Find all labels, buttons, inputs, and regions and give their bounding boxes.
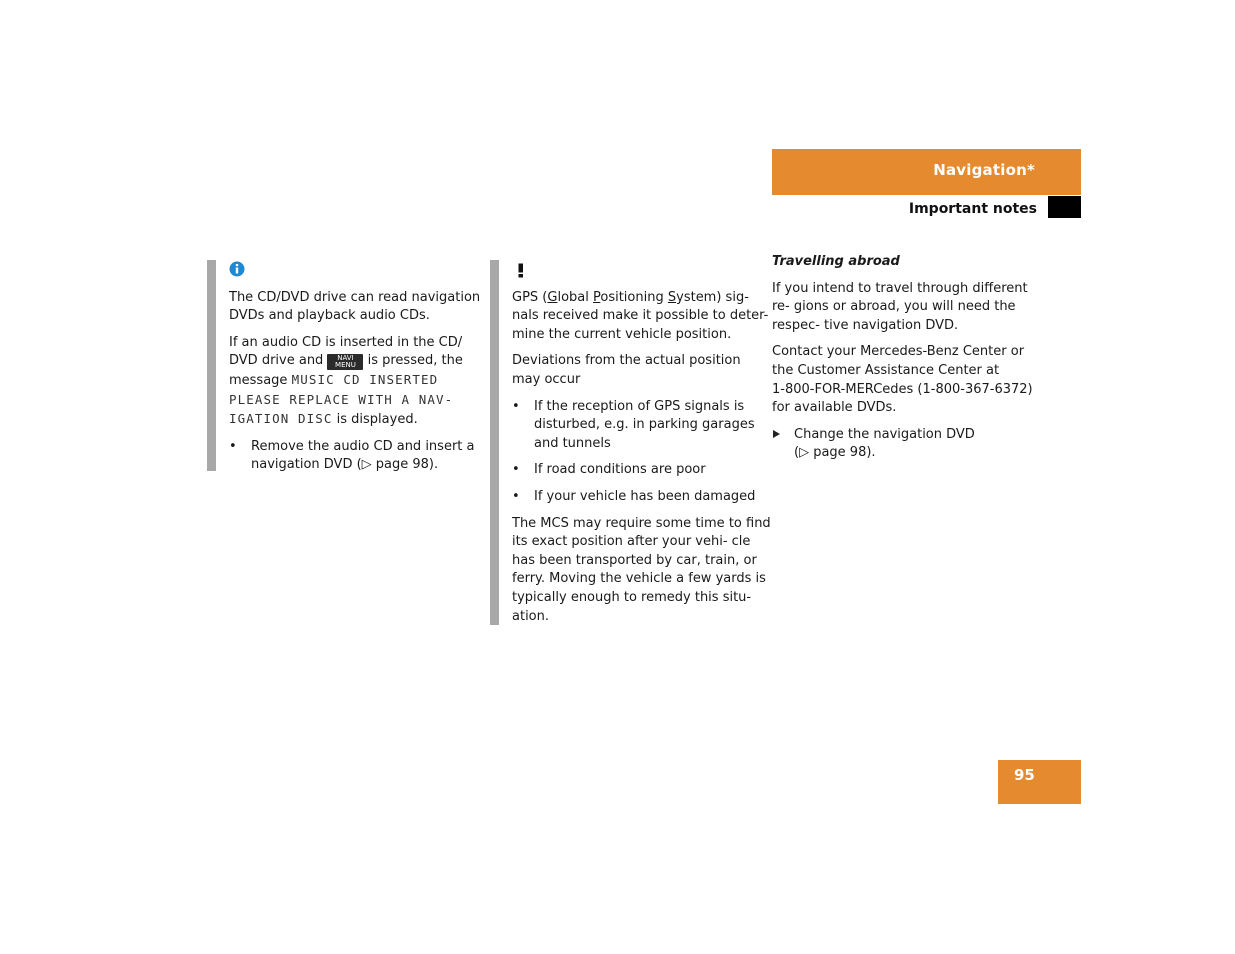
info-paragraph-1: The CD/DVD drive can read navigation DVDs and playback audio CDs.	[229, 289, 481, 324]
info-paragraph-2	[229, 334, 491, 430]
warning-bullet-list	[512, 398, 771, 507]
travelling-abroad-paragraph-1: If you intend to travel through different re- gions or abroad, you will need the respec- tive navigation DVD.	[772, 280, 1028, 333]
section-title: Navigation*	[933, 161, 1035, 179]
navi-key-line1: NAVI	[337, 353, 354, 362]
action-text: Change the navigation DVD	[794, 426, 975, 442]
navi-key-line2: MENU	[335, 361, 356, 370]
gps-text-2: lobal	[557, 289, 593, 305]
page-number-box	[998, 760, 1081, 804]
contact-text: Contact your Mercedes-Benz Center or the Customer Assistance Center at	[772, 344, 1025, 378]
info-icon	[229, 260, 245, 278]
warning-icon	[512, 261, 530, 279]
travelling-abroad-heading: Travelling abroad	[772, 254, 900, 269]
display-message: MUSIC CD INSERTED PLEASE REPLACE WITH A NAV- IGATION DISC	[229, 371, 454, 427]
section-header-bar	[772, 149, 1081, 195]
navi-menu-key-icon	[327, 354, 363, 370]
list-item: • Remove the audio CD and insert a navigation DVD (▷ page 98).	[229, 438, 491, 475]
action-arrow-icon	[773, 430, 780, 438]
gps-letter-g: G	[547, 289, 558, 305]
gps-text-4: ystem) sig- nals received make it possible to deter- mine the current vehicle position.	[512, 289, 769, 342]
list-item: • If the reception of GPS signals is disturbed, e.g. in parking garages and tunnels	[512, 398, 771, 454]
list-item: • If road conditions are poor	[512, 461, 771, 480]
subsection-header	[772, 196, 1081, 218]
gps-paragraph	[512, 289, 771, 345]
travelling-abroad-paragraph-2	[772, 343, 1042, 417]
gps-text-3: ositioning	[600, 289, 668, 305]
warning-note	[490, 260, 771, 625]
action-page-ref: (▷ page 98).	[794, 445, 876, 461]
phone-text: 1-800-FOR-MERCedes (1-800-367-6372) for available DVDs.	[772, 381, 1033, 416]
info-paragraph-2-text: If an audio CD is inserted in the CD/ DVD drive and	[229, 334, 463, 369]
action-step	[772, 426, 1042, 463]
gps-letter-p: P	[592, 289, 601, 305]
subsection-title: Important notes	[908, 201, 1037, 217]
info-paragraph-2-text-b: is pressed, the message	[229, 353, 463, 388]
page-number: 95	[1014, 766, 1035, 784]
subsection-marker	[1048, 196, 1081, 218]
info-bullet-list	[229, 438, 491, 475]
travelling-abroad-section	[772, 253, 1042, 463]
list-item: • If your vehicle has been damaged	[512, 488, 771, 507]
gps-letter-s: S	[667, 289, 677, 305]
deviation-paragraph: Deviations from the actual position may occur	[512, 353, 741, 387]
mcs-paragraph: The MCS may require some time to find its exact position after your vehi- cle has been transported by car, train, or ferry. Moving the vehicle a few yards is typically enough to remedy this situ- ation.	[512, 515, 771, 624]
gps-text-1: GPS (	[512, 289, 548, 305]
info-paragraph-2-text-c: is displayed.	[336, 412, 418, 428]
info-note	[207, 260, 491, 471]
